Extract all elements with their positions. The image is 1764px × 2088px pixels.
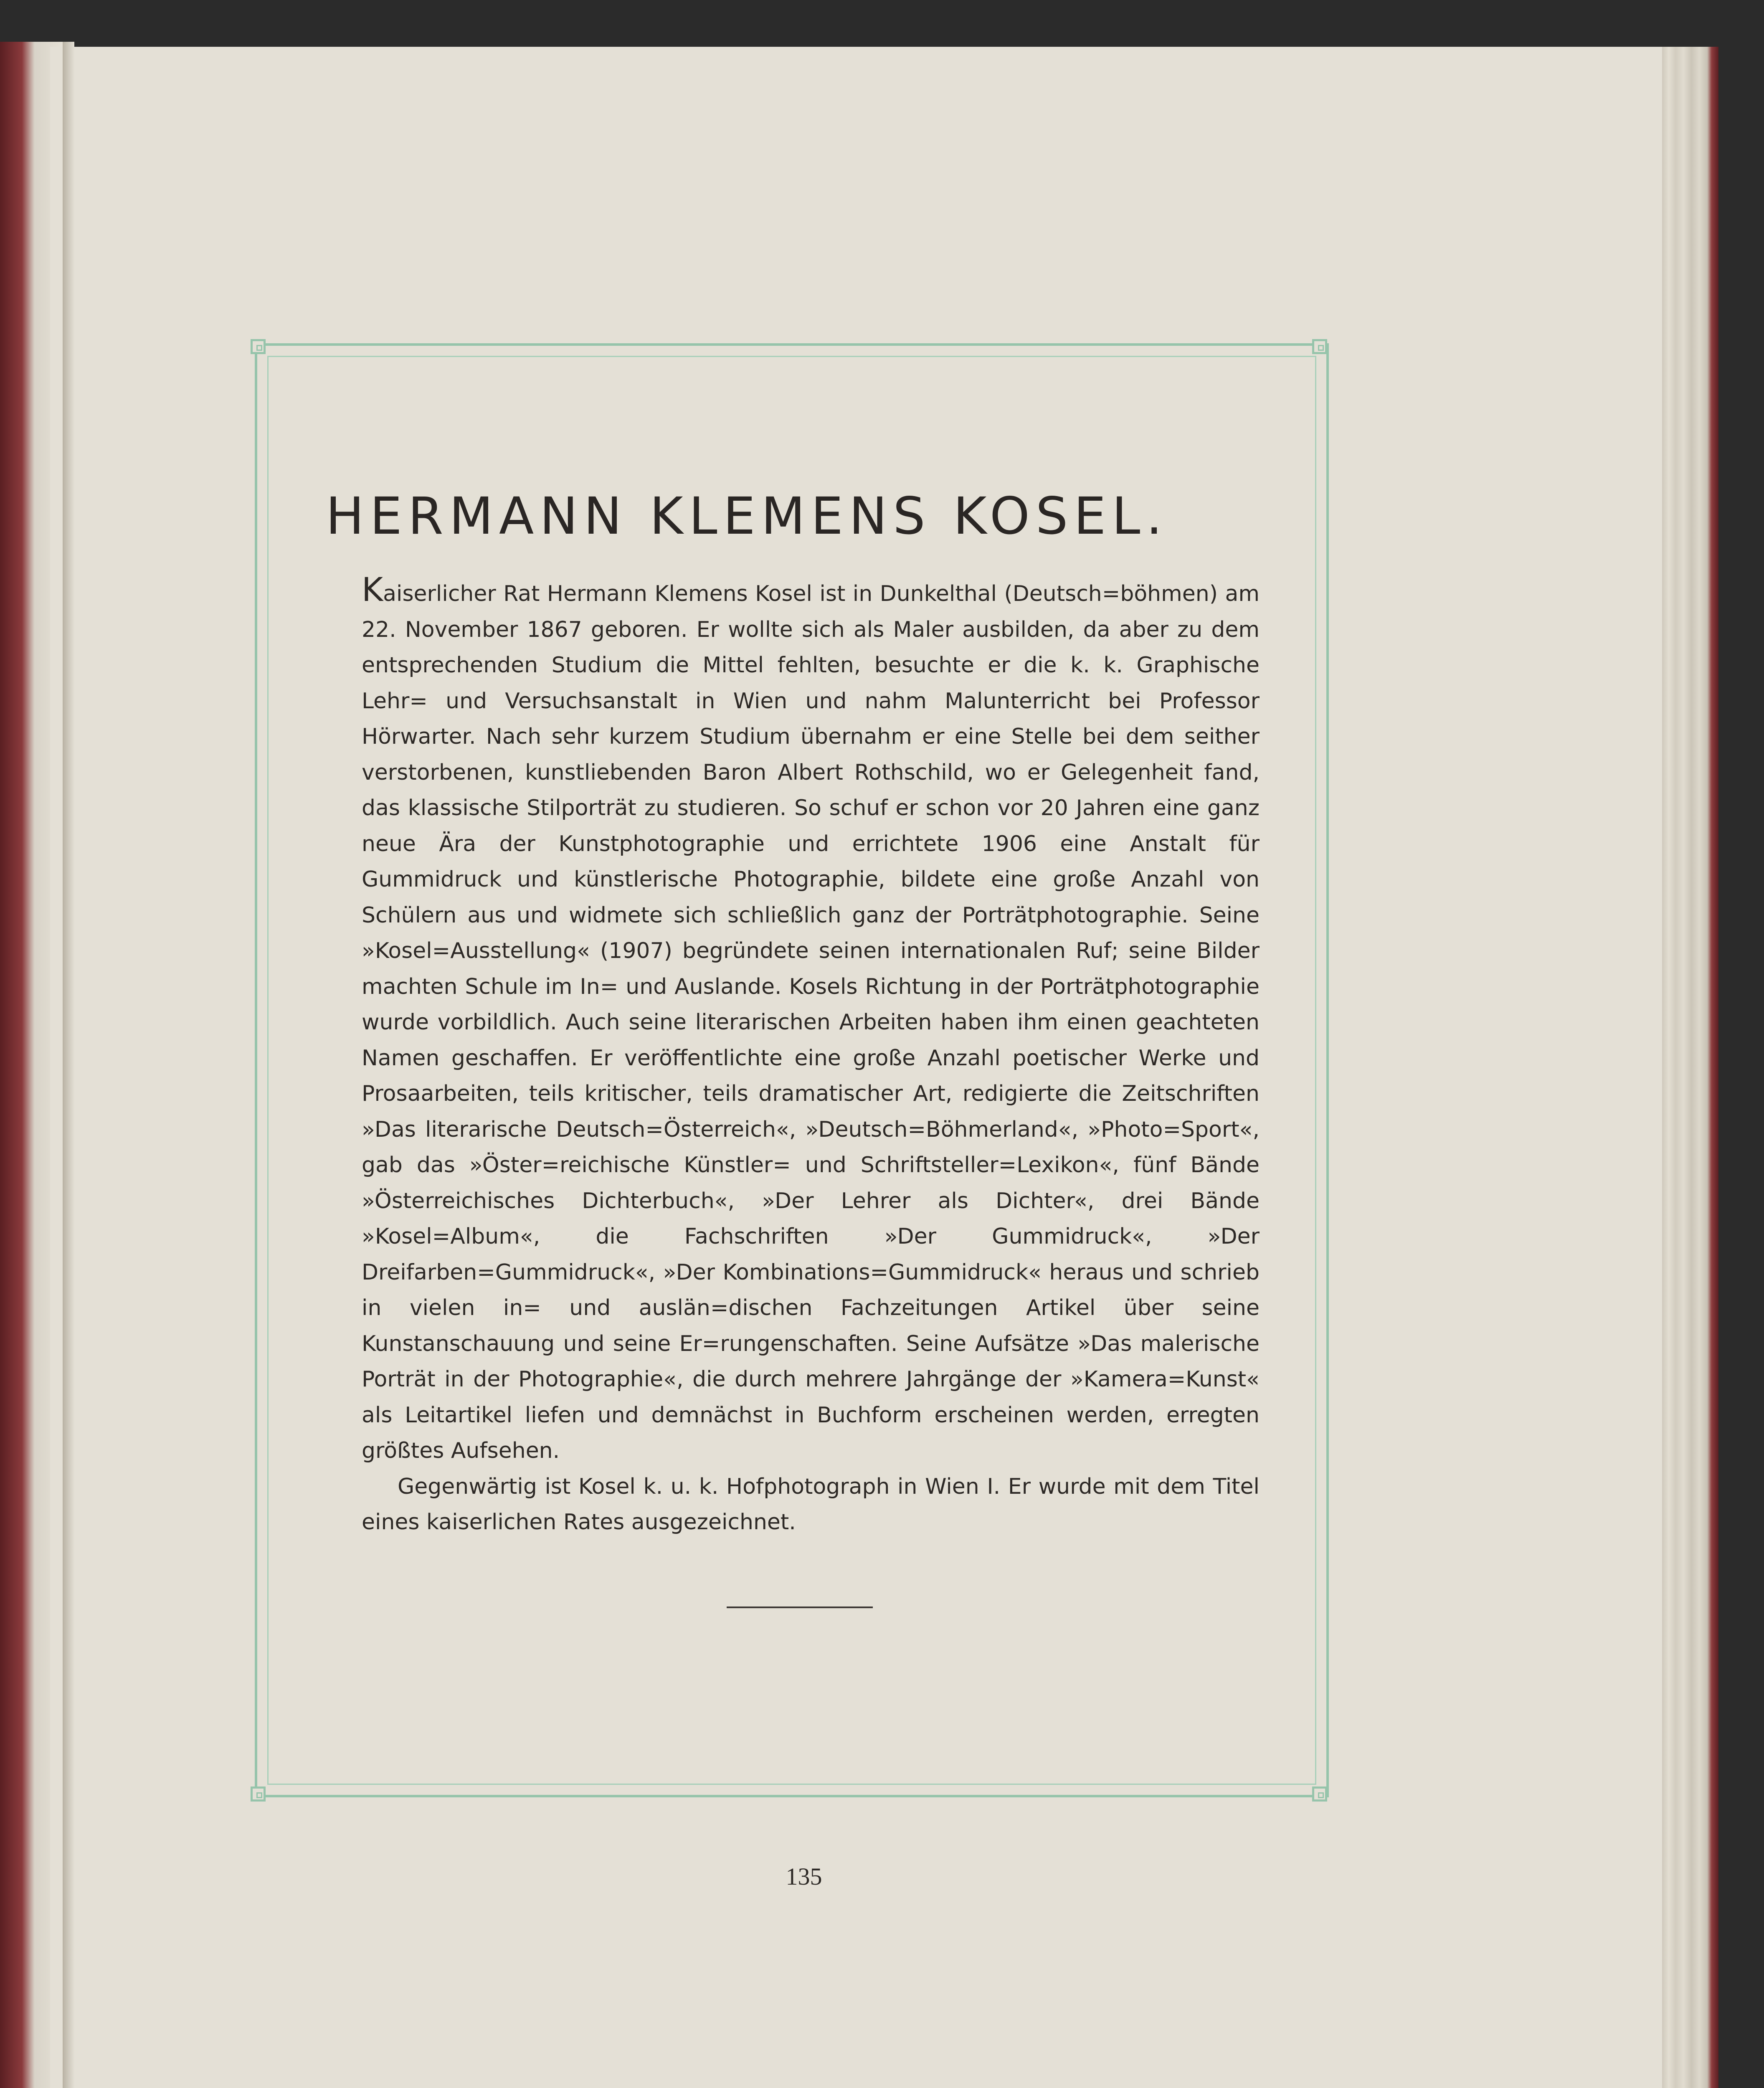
page-edges-and-cover <box>1662 47 1718 2088</box>
frame-corner-top-left <box>251 339 266 354</box>
section-divider <box>727 1607 873 1608</box>
frame-corner-top-right <box>1312 339 1327 354</box>
page-title: HERMANN KLEMENS KOSEL. <box>326 487 1168 546</box>
paragraph-2: Gegenwärtig ist Kosel k. u. k. Hofphotograph in Wien I. Er wurde mit dem Titel eines kaiserlichen Rates ausgezeichnet. <box>362 1474 1260 1535</box>
book-gutter <box>63 42 74 2088</box>
paragraph-1 <box>362 571 1260 1469</box>
drop-cap: K <box>362 571 383 609</box>
page-number: 135 <box>786 1863 822 1890</box>
frame-corner-bottom-left <box>251 1786 266 1802</box>
frame-corner-bottom-right <box>1312 1786 1327 1802</box>
biography-text <box>362 571 1260 1541</box>
paragraph-1-text: aiserlicher Rat Hermann Klemens Kosel ist in Dunkelthal (Deutsch=böhmen) am 22. November 1867 geboren. Er wollte sich als Maler ausbilden, da aber zu dem entsprechenden Studium die Mittel fehlten, besuchte er die k. k. Graphische Lehr= und Versuchsanstalt in Wien und nahm Malunterricht bei Professor Hörwarter. Nach sehr kurzem Studium übernahm er eine Stelle bei dem seither verstorbenen, kunstliebenden Baron Albert Rothschild, wo er Gelegenheit fand, das klassische Stilporträt zu studieren. So schuf er schon vor 20 Jahren eine ganz neue Ära der Kunstphotographie und errichtete 1906 eine Anstalt für Gummidruck und künstlerische Photographie, bildete eine große Anzahl von Schülern aus und widmete sich schließlich ganz der Porträtphotographie. Seine »Kosel=Ausstellung« (1907) begründete seinen internationalen Ruf; seine Bilder machten Schule im In= und Auslande. Kosels Richtung in der Porträtphotographie wurde vorbildlich. Auch seine literarischen Arbeiten haben ihm einen geachteten Namen geschaffen. Er veröffentlichte eine große Anzahl poetischer Werke und Prosaarbeiten, teils kritischer, teils dramatischer Art, redigierte die Zeitschriften »Das literarische Deutsch=Österreich«, »Deutsch=Böhmerland«, »Photo=Sport«, gab das »Öster=reichische Künstler= und Schriftsteller=Lexikon«, fünf Bände »Österreichisches Dichterbuch«, »Der Lehrer als Dichter«, drei Bände »Kosel=Album«, die Fachschriften »Der Gummidruck«, »Der Dreifarben=Gummidruck«, »Der Kombinations=Gummidruck« heraus und schrieb in vielen in= und auslän=dischen Fachzeitungen Artikel über seine Kunstanschauung und seine Er=rungenschaften. Seine Aufsätze »Das malerische Porträt in der Photographie«, die durch mehrere Jahrgänge der »Kamera=Kunst« als Leitartikel liefen und demnächst in Buchform erscheinen werden, erregten größtes Aufsehen. <box>362 581 1260 1463</box>
